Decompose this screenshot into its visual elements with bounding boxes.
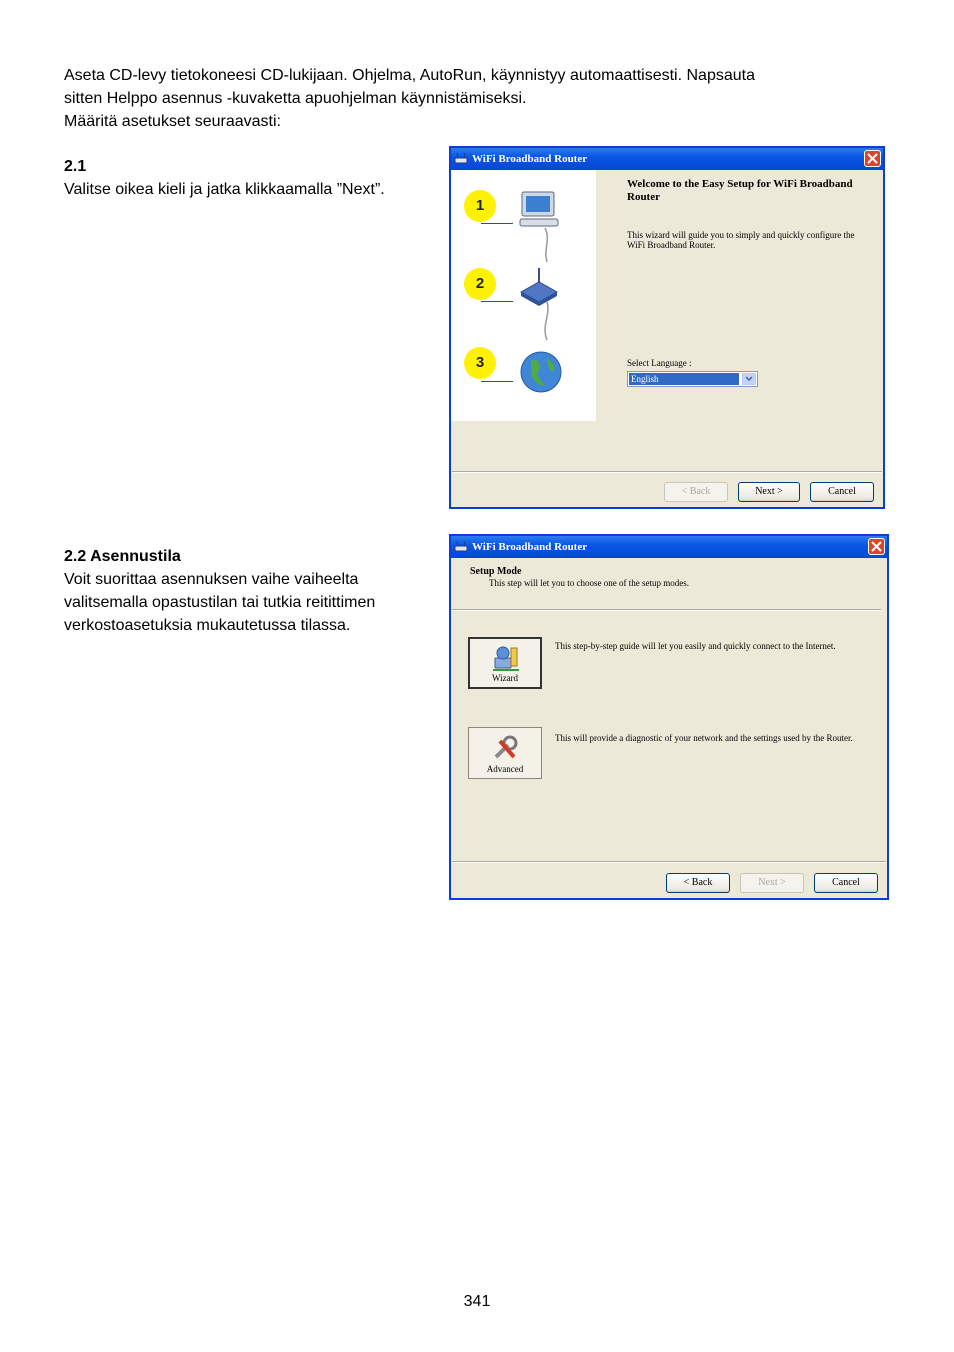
close-button[interactable] bbox=[864, 150, 881, 167]
step-underline-1 bbox=[481, 223, 513, 224]
step-underline-2 bbox=[481, 301, 513, 302]
intro-line-1: Aseta CD-levy tietokoneesi CD-lukijaan. Ohjelma, AutoRun, käynnistyy automaattisesti. Napsauta bbox=[64, 67, 755, 84]
tools-icon bbox=[490, 733, 520, 763]
setup-mode-dialog-body bbox=[451, 558, 887, 898]
section-2-2-text: Voit suorittaa asennuksen vaihe vaiheelta valitsemalla opastustilan tai tutkia reitittimen verkostoasetuksia mukautetussa tilassa. bbox=[64, 571, 376, 634]
step-badge-3: 3 bbox=[464, 347, 496, 379]
step-underline-3 bbox=[481, 381, 513, 382]
back-button[interactable]: < Back bbox=[666, 873, 730, 893]
language-label: Select Language : bbox=[627, 358, 692, 368]
page-number: 341 bbox=[463, 1293, 491, 1310]
computer-icon bbox=[517, 190, 561, 230]
close-icon bbox=[867, 153, 878, 164]
wizard-button[interactable] bbox=[468, 637, 542, 689]
setup-mode-dialog-title: WiFi Broadband Router bbox=[472, 541, 588, 553]
intro-text bbox=[64, 64, 884, 133]
section-2-1-text: Valitse oikea kieli ja jatka klikkaamalla ”Next”. bbox=[64, 181, 385, 198]
advanced-button-label: Advanced bbox=[486, 764, 524, 774]
cancel-button[interactable]: Cancel bbox=[810, 482, 874, 502]
footer-separator bbox=[452, 861, 886, 863]
section-2-1 bbox=[64, 155, 434, 201]
section-2-2 bbox=[64, 545, 434, 637]
cancel-button[interactable]: Cancel bbox=[814, 873, 878, 893]
setup-mode-dialog bbox=[449, 534, 889, 900]
setup-mode-dialog-titlebar bbox=[451, 536, 887, 558]
setup-mode-title: Setup Mode bbox=[470, 566, 522, 577]
welcome-dialog-titlebar bbox=[451, 148, 883, 170]
welcome-description: This wizard will guide you to simply and quickly configure the WiFi Broadband Router. bbox=[627, 230, 855, 250]
advanced-button[interactable] bbox=[468, 727, 542, 779]
wizard-button-label: Wizard bbox=[491, 673, 519, 683]
next-button[interactable]: Next > bbox=[738, 482, 800, 502]
close-icon bbox=[871, 541, 882, 552]
steps-side-panel bbox=[451, 170, 596, 421]
step-badge-2: 2 bbox=[464, 268, 496, 300]
close-button[interactable] bbox=[868, 538, 885, 555]
step-badge-1: 1 bbox=[464, 190, 496, 222]
chevron-down-icon[interactable] bbox=[742, 373, 756, 385]
wizard-description: This step-by-step guide will let you easily and quickly connect to the Internet. bbox=[555, 641, 836, 651]
advanced-description: This will provide a diagnostic of your network and the settings used by the Router. bbox=[555, 733, 853, 743]
router-app-icon bbox=[454, 540, 468, 553]
wizard-icon bbox=[491, 644, 521, 674]
router-app-icon bbox=[454, 152, 468, 165]
language-select-value: English bbox=[629, 373, 739, 385]
section-2-2-heading: 2.2 Asennustila bbox=[64, 548, 181, 565]
welcome-dialog-body bbox=[451, 170, 883, 507]
section-2-1-heading: 2.1 bbox=[64, 158, 87, 175]
language-select[interactable] bbox=[627, 371, 758, 387]
globe-icon bbox=[519, 350, 563, 394]
intro-line-3: Määritä asetukset seuraavasti: bbox=[64, 113, 281, 130]
footer-separator bbox=[452, 471, 882, 473]
welcome-dialog-title: WiFi Broadband Router bbox=[472, 153, 588, 165]
back-button[interactable]: < Back bbox=[664, 482, 728, 502]
router-icon bbox=[517, 264, 561, 308]
next-button[interactable]: Next > bbox=[740, 873, 804, 893]
header-separator bbox=[452, 609, 881, 611]
welcome-dialog bbox=[449, 146, 885, 509]
welcome-title: Welcome to the Easy Setup for WiFi Broadband Router bbox=[627, 178, 853, 203]
setup-mode-subtitle: This step will let you to choose one of the setup modes. bbox=[489, 578, 689, 588]
intro-line-2: sitten Helppo asennus -kuvaketta apuohjelman käynnistämiseksi. bbox=[64, 90, 527, 107]
